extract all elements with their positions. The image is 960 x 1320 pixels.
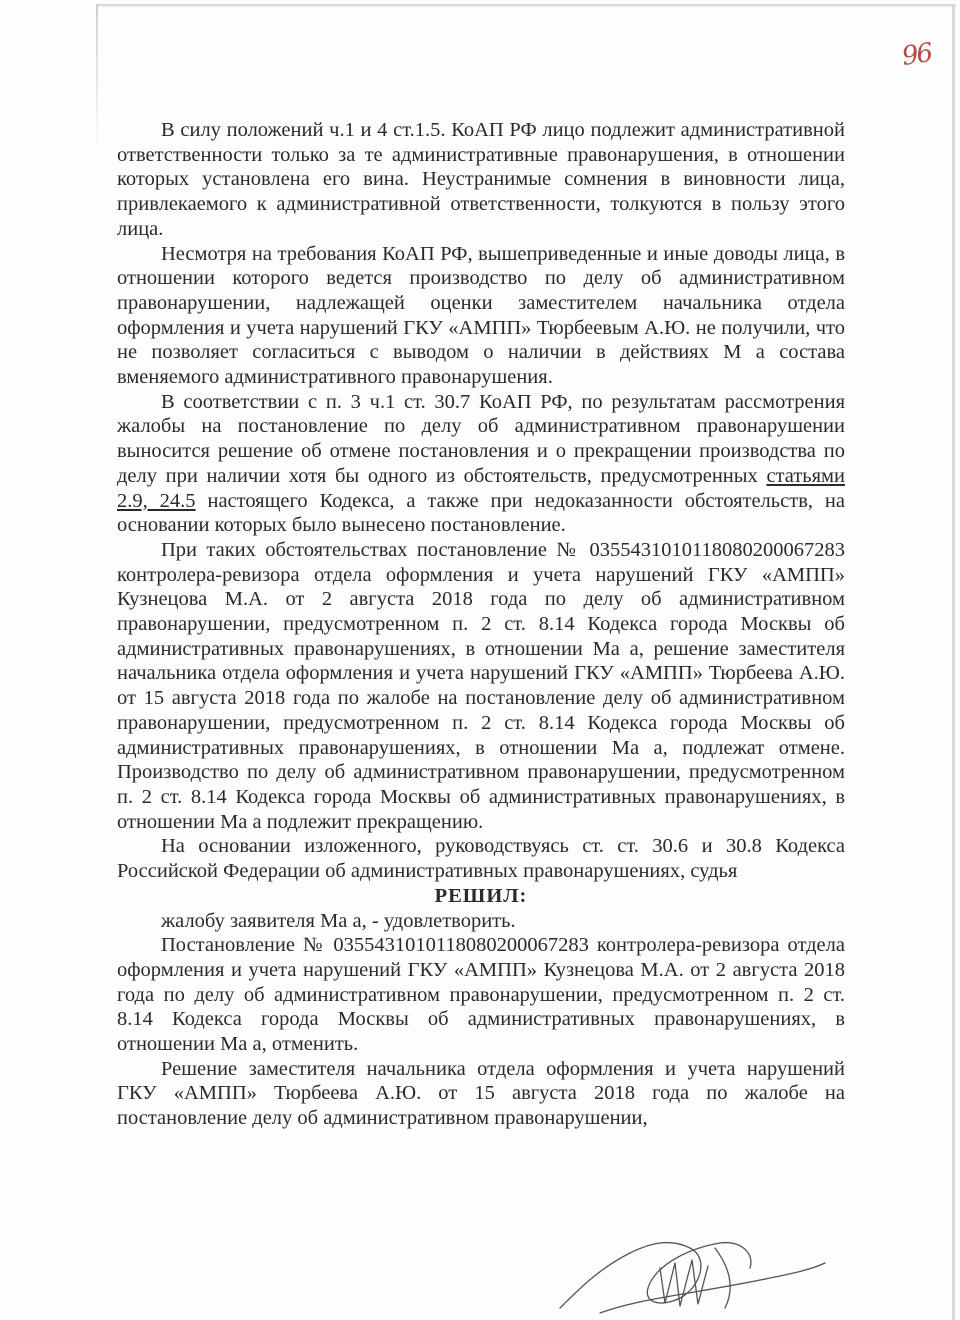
paragraph-ruling-complaint: жалобу заявителя Ма а, - удовлетворить.	[161, 909, 516, 932]
paragraph-circumstances: При таких обстоятельствах постановление № 0355431010118080200067283 контролера-ревизора отдела оформления и учета нарушений ГКУ «АМПП» Кузнецова М.А. от 2 августа 2018 года по делу об административном правонарушении, предусмотренном п. 2 ст. 8.14 Кодекса города Москвы об административных правонарушениях, в отношении Ма а, решение заместителя начальника отдела оформления и учета нарушений ГКУ «АМПП» Тюрбеева А.Ю. от 15 августа 2018 года по жалобе на постановление делу об административном правонарушении, предусмотренном п. 2 ст. 8.14 Кодекса города Москвы об административных правонарушениях, в отношении Ма а, подлежат отмене. Производство по делу об административном правонарушении, предусмотренном п. 2 ст. 8.14 Кодекса города Москвы об административных правонарушениях, в отношении Ма а подлежит прекращению.	[117, 538, 845, 833]
handwritten-signature	[540, 1208, 840, 1318]
scan-edge-left	[96, 4, 98, 154]
scan-edge-top	[96, 4, 956, 7]
document-body	[117, 118, 845, 1131]
paragraph-guilt-presumption: В силу положений ч.1 и 4 ст.1.5. КоАП РФ лицо подлежит административной ответственности только за те административные правонарушения, в отношении которых установлена его вина. Неустранимые сомнения в виновности лица, привлекаемого к административной ответственности, толкуются в пользу этого лица.	[117, 119, 845, 240]
legal-basis-text-start: В соответствии с п. 3 ч.1 ст. 30.7 КоАП РФ, по результатам рассмотрения жалобы на постановление по делу об административном правонарушении выносится решение об отмене постановления и о прекращении производства по делу при наличии хотя бы одного из обстоятельств, предусмотренных	[117, 390, 845, 487]
page-number-text: 96	[900, 38, 934, 72]
paragraph-ruling-cancel-order: Постановление № 0355431010118080200067283 контролера-ревизора отдела оформления и учета нарушений ГКУ «АМПП» Кузнецова М.А. от 2 августа 2018 года по делу об административном правонарушении, предусмотренном п. 2 ст. 8.14 Кодекса города Москвы об административных правонарушениях, в отношении Ма а, отменить.	[117, 934, 845, 1056]
paragraph-arguments: Несмотря на требования КоАП РФ, вышеприведенные и иные доводы лица, в отношении которого ведется производство по делу об административном правонарушении, надлежащей оценки заместителем начальника отдела оформления и учета нарушений ГКУ «АМПП» Тюрбеевым А.Ю. не получили, что не позволяет согласиться с выводом о наличии в действиях М а состава вменяемого административного правонарушения.	[117, 242, 845, 389]
paragraph-legal-basis	[117, 390, 845, 538]
handwritten-page-number	[902, 40, 952, 100]
scan-edge-right	[952, 4, 955, 1320]
paragraph-ruling-cancel-decision: Решение заместителя начальника отдела оформления и учета нарушений ГКУ «АМПП» Тюрбеева А.Ю. от 15 августа 2018 года по жалобе на постановление делу об административном правонарушении,	[117, 1057, 845, 1130]
legal-basis-text-end: настоящего Кодекса, а также при недоказанности обстоятельств, на основании которых было вынесено постановление.	[117, 489, 845, 537]
ruling-heading: РЕШИЛ:	[434, 884, 528, 907]
paragraph-grounds: На основании изложенного, руководствуясь ст. ст. 30.6 и 30.8 Кодекса Российской Федерации об административных правонарушениях, судья	[117, 835, 845, 883]
statute-reference-link[interactable]: статьями 2.9, 24.5	[117, 464, 845, 512]
